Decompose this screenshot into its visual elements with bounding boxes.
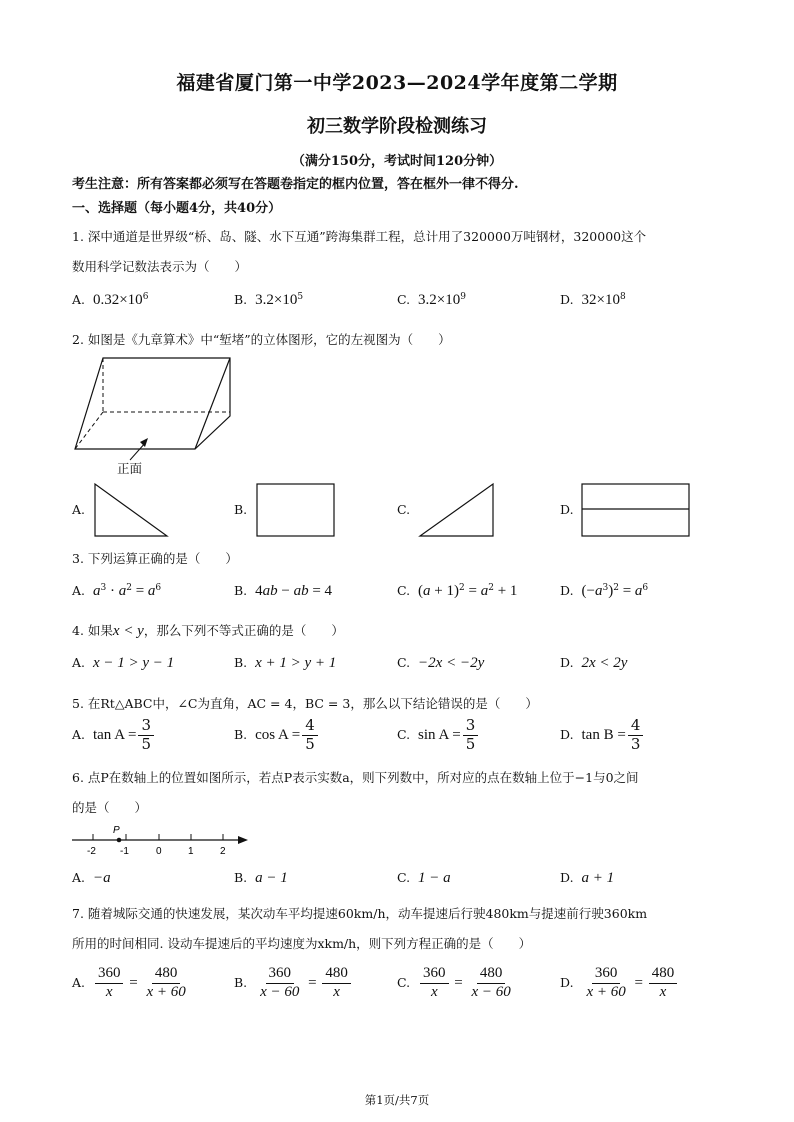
q2-option-c-label[interactable]: C. bbox=[397, 502, 411, 517]
q7-stem-line1: 7. 随着城际交通的快速发展，某次动车平均提速60km/h，动车提速后行驶480km与提速前行驶360km bbox=[72, 906, 648, 921]
option-label: A. bbox=[72, 726, 86, 742]
option-value: −a bbox=[92, 870, 111, 886]
tick-label: -2 bbox=[87, 846, 96, 857]
option-label: C. bbox=[397, 655, 411, 670]
q2-option-d-label[interactable]: D. bbox=[560, 502, 574, 517]
axis-arrow bbox=[238, 836, 248, 844]
option-exponent: 6 bbox=[142, 292, 149, 302]
q1-option-d[interactable] bbox=[560, 292, 626, 309]
score-info: （满分150分，考试时间120分钟） bbox=[291, 154, 503, 169]
option-function: tan B = bbox=[581, 726, 626, 743]
qiandu-solid-figure bbox=[70, 352, 250, 478]
fraction-denominator: x + 60 bbox=[146, 983, 186, 1000]
option-function: cos A = bbox=[255, 726, 301, 743]
option-value: 3.2×10 bbox=[255, 292, 298, 309]
fraction-denominator: x − 60 bbox=[260, 983, 300, 1000]
tick-label: 2 bbox=[220, 846, 226, 857]
option-label: B. bbox=[234, 583, 248, 598]
option-label: B. bbox=[234, 974, 248, 990]
q5-option-c[interactable] bbox=[397, 718, 480, 753]
q7-option-d[interactable]: D. $\frac{360}{x + 60}$ = $\frac{480}{x}$ bbox=[560, 966, 679, 1001]
option-label: D. bbox=[560, 726, 574, 742]
q3-option-a[interactable]: A. $a^3 \cdot a^2 = a^6$ bbox=[72, 583, 162, 600]
option-label: C. bbox=[397, 583, 411, 599]
section-heading: 一、选择题（每小题4分，共40分） bbox=[72, 201, 282, 216]
q3-option-c[interactable]: C. $(a + 1)^2 = a^2 + 1$ bbox=[397, 583, 518, 600]
fraction-denominator: 5 bbox=[465, 734, 476, 753]
stem-text: 4. 如果 bbox=[72, 623, 113, 638]
option-value: 2x < 2y bbox=[581, 655, 628, 671]
fraction-denominator: x + 60 bbox=[586, 983, 626, 1000]
fraction-numerator: 360 bbox=[95, 966, 124, 984]
q5-option-b[interactable] bbox=[234, 718, 320, 753]
fraction-numerator: 360 bbox=[592, 966, 621, 984]
option-value: a − 1 bbox=[255, 870, 288, 886]
fraction-numerator: 4 bbox=[628, 718, 644, 736]
q2-option-c-figure[interactable] bbox=[418, 482, 496, 538]
q6-option-d[interactable] bbox=[560, 870, 614, 887]
option-exponent: 8 bbox=[619, 292, 626, 302]
fraction-numerator: 480 bbox=[477, 966, 506, 984]
option-label: B. bbox=[234, 292, 248, 308]
q2-option-a-label[interactable]: A. bbox=[72, 502, 86, 517]
q2-option-b-figure[interactable] bbox=[256, 482, 336, 538]
q4-stem bbox=[72, 621, 344, 640]
fraction-numerator: 3 bbox=[463, 718, 479, 736]
front-label: 正面 bbox=[117, 461, 143, 476]
option-label: C. bbox=[397, 870, 411, 885]
stem-math: x < y bbox=[112, 623, 144, 639]
option-value: 3.2×10 bbox=[418, 292, 461, 309]
q6-stem-line2: 的是（ ） bbox=[72, 800, 148, 815]
fraction-numerator: 360 bbox=[420, 966, 449, 984]
fraction-numerator: 480 bbox=[649, 966, 678, 984]
fraction-numerator: 360 bbox=[266, 966, 295, 984]
q4-option-a[interactable] bbox=[72, 655, 174, 672]
option-value: x + 1 > y + 1 bbox=[255, 655, 337, 671]
option-label: A. bbox=[72, 655, 86, 670]
q7-stem-line2: 所用的时间相同. 设动车提速后的平均速度为xkm/h，则下列方程正确的是（ ） bbox=[72, 936, 532, 951]
q4-option-d[interactable] bbox=[560, 655, 627, 672]
fraction-denominator: 3 bbox=[630, 734, 641, 753]
option-value: 0.32×10 bbox=[92, 292, 143, 309]
point-p-label: P bbox=[113, 825, 120, 836]
fraction-denominator: x bbox=[333, 983, 340, 1000]
q1-stem-line2: 数用科学记数法表示为（ ） bbox=[72, 259, 248, 274]
q6-option-b[interactable] bbox=[234, 870, 288, 887]
q4-option-b[interactable] bbox=[234, 655, 336, 672]
q6-option-c[interactable] bbox=[397, 870, 451, 887]
q7-option-a[interactable]: A. $\frac{360}{x}$ = $\frac{480}{x + 60}$ bbox=[72, 966, 191, 1001]
option-label: D. bbox=[560, 870, 574, 885]
stem-text: ，那么下列不等式正确的是（ ） bbox=[143, 623, 344, 638]
option-value: x − 1 > y − 1 bbox=[92, 655, 175, 671]
option-label: A. bbox=[72, 870, 86, 885]
option-function: sin A = bbox=[418, 726, 461, 743]
tick-label: 0 bbox=[156, 846, 162, 857]
q4-option-c[interactable] bbox=[397, 655, 484, 672]
point-p bbox=[117, 838, 122, 843]
option-label: A. bbox=[72, 583, 86, 599]
q5-stem: 5. 在Rt△ABC中，∠C为直角，AC = 4，BC = 3，那么以下结论错误的是（ ） bbox=[72, 696, 538, 711]
tick-label: 1 bbox=[188, 846, 194, 857]
fraction-denominator: x − 60 bbox=[471, 983, 511, 1000]
q1-option-a[interactable] bbox=[72, 292, 148, 309]
q5-option-a[interactable] bbox=[72, 718, 156, 753]
fraction-denominator: 5 bbox=[305, 734, 315, 753]
q7-option-b[interactable]: B. $\frac{360}{x - 60}$ = $\frac{480}{x}$ bbox=[234, 966, 353, 1001]
page-number: 第1页/共7页 bbox=[364, 1093, 430, 1107]
page-subtitle: 初三数学阶段检测练习 bbox=[307, 116, 487, 137]
hidden-edge bbox=[75, 412, 103, 449]
q6-stem-line1: 6. 点P在数轴上的位置如图所示，若点P表示实数a，则下列数中，所对应的点在数轴上位于−1与0之间 bbox=[72, 770, 639, 785]
option-label: B. bbox=[234, 726, 248, 742]
page-title: 福建省厦门第一中学2023—2024学年度第二学期 bbox=[176, 72, 618, 94]
option-value: 1 − a bbox=[418, 870, 451, 886]
option-value: a + 1 bbox=[581, 870, 615, 886]
option-label: C. bbox=[397, 726, 411, 742]
q3-option-b[interactable]: B. 4ab − ab = 4 bbox=[234, 583, 333, 599]
option-label: C. bbox=[397, 292, 411, 308]
option-label: D. bbox=[560, 655, 574, 670]
option-label: D. bbox=[560, 583, 574, 599]
q2-option-d-figure[interactable] bbox=[581, 482, 691, 538]
exam-notice: 考生注意：所有答案都必须写在答题卷指定的框内位置，答在框外一律不得分. bbox=[72, 177, 519, 192]
q7-option-c[interactable]: C. $\frac{360}{x}$ = $\frac{480}{x - 60}$ bbox=[397, 966, 516, 1001]
option-label: A. bbox=[72, 292, 86, 308]
q5-option-d[interactable] bbox=[560, 718, 645, 753]
option-value: 32×10 bbox=[581, 292, 620, 309]
arrow-head bbox=[140, 438, 148, 447]
tick-label: -1 bbox=[120, 846, 129, 857]
option-exponent: 5 bbox=[297, 292, 304, 302]
solid-edge bbox=[195, 358, 230, 449]
number-line bbox=[70, 822, 255, 860]
q1-option-b[interactable] bbox=[234, 292, 303, 309]
option-function: tan A = bbox=[92, 726, 137, 743]
fraction-numerator: 480 bbox=[152, 966, 181, 984]
q2-option-a-figure[interactable] bbox=[94, 482, 170, 538]
q2-option-b-label[interactable]: B. bbox=[234, 502, 248, 517]
fraction-numerator: 4 bbox=[302, 718, 318, 736]
option-label: C. bbox=[397, 974, 411, 990]
q3-stem: 3. 下列运算正确的是（ ） bbox=[72, 551, 238, 566]
q6-option-a[interactable] bbox=[72, 870, 111, 887]
option-exponent: 9 bbox=[460, 292, 466, 302]
q1-option-c[interactable] bbox=[397, 292, 466, 309]
solid-outline bbox=[75, 358, 230, 449]
q2-stem: 2. 如图是《九章算术》中“堑堵”的立体图形，它的左视图为（ ） bbox=[72, 332, 451, 347]
fraction-denominator: x bbox=[105, 983, 113, 1000]
fraction-denominator: x bbox=[430, 983, 438, 1000]
fraction-denominator: x bbox=[659, 983, 667, 1000]
option-label: B. bbox=[234, 870, 248, 885]
fraction-numerator: 3 bbox=[138, 718, 154, 736]
option-value: −2x < −2y bbox=[418, 655, 485, 671]
option-label: A. bbox=[72, 974, 86, 990]
fraction-numerator: 480 bbox=[322, 966, 351, 984]
option-label: B. bbox=[234, 655, 248, 670]
q1-stem-line1: 1. 深中通道是世界级“桥、岛、隧、水下互通”跨海集群工程，总计用了320000万吨钢材，320000这个 bbox=[72, 229, 647, 244]
fraction-denominator: 5 bbox=[141, 734, 151, 753]
option-label: D. bbox=[560, 292, 574, 308]
q3-option-d[interactable]: D. $(-a^3)^2 = a^6$ bbox=[560, 583, 649, 600]
option-label: D. bbox=[560, 974, 574, 990]
